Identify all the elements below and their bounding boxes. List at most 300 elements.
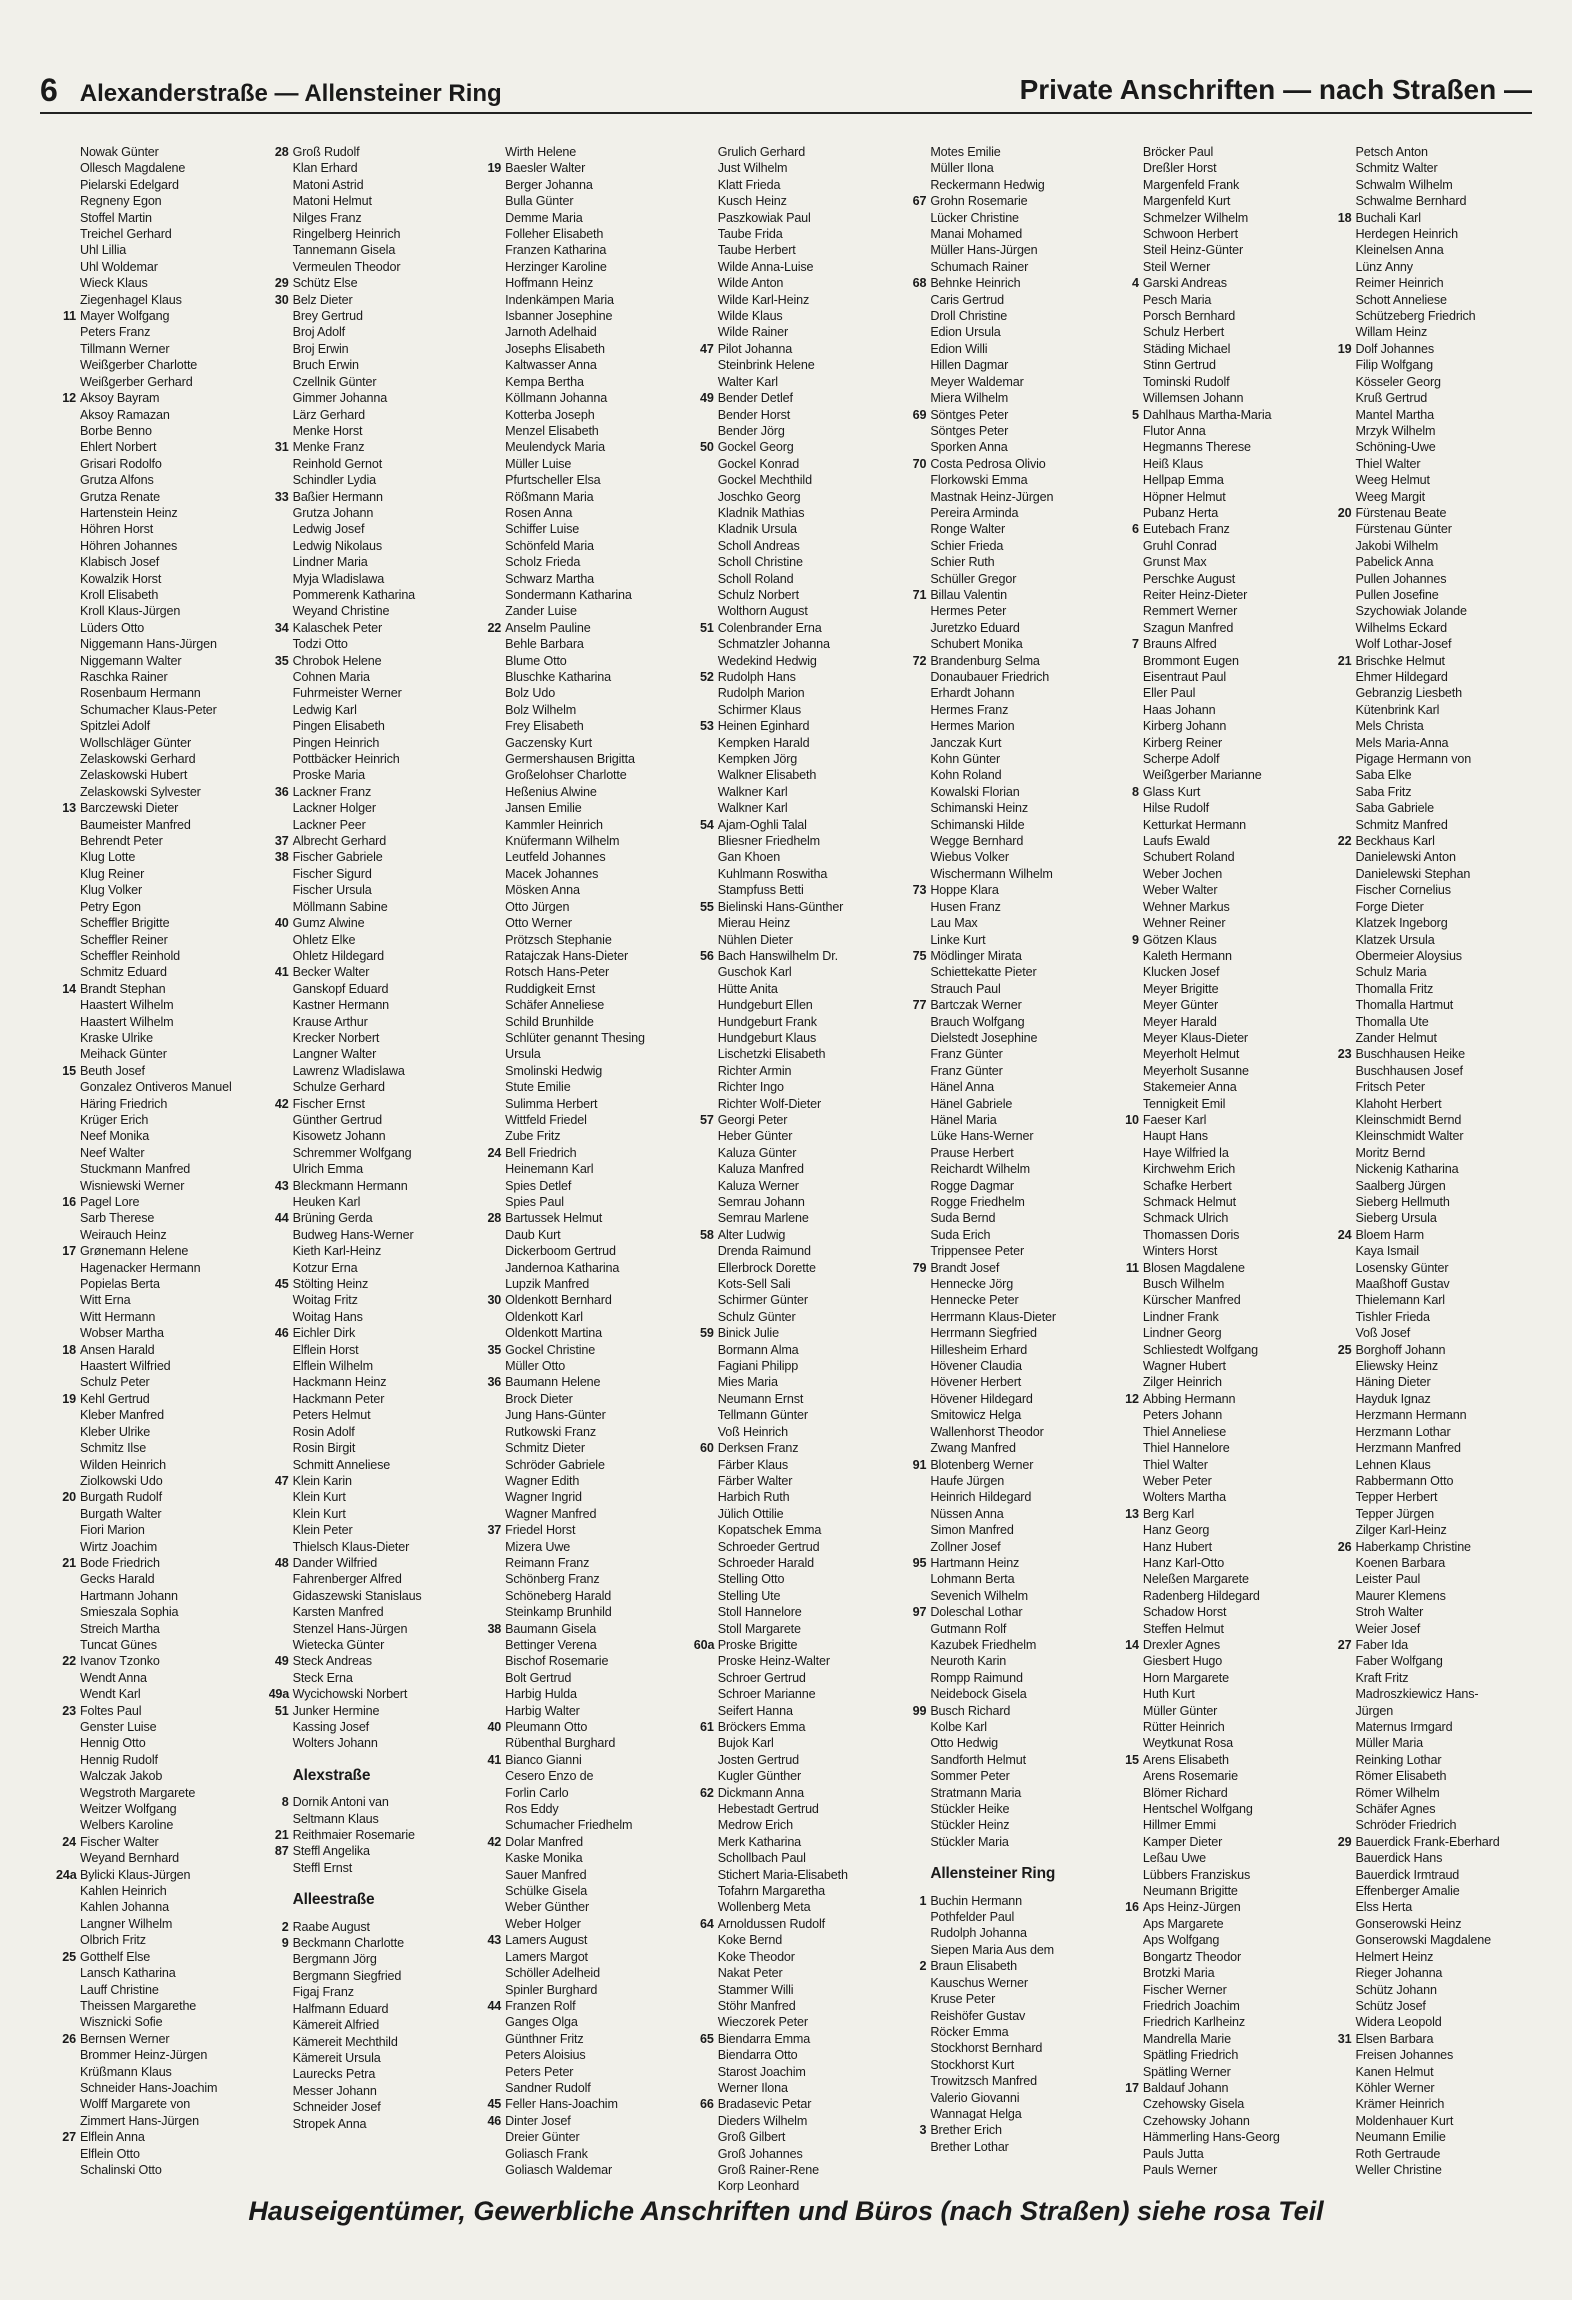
directory-entry [481, 1588, 686, 1604]
directory-entry [269, 882, 474, 898]
resident-name: Baßier Hermann [292, 489, 383, 504]
resident-name: Pilot Johanna [717, 341, 793, 356]
directory-entry [1331, 226, 1536, 242]
directory-entry [906, 2073, 1111, 2089]
resident-name: Gockel Konrad [717, 456, 800, 471]
directory-entry [694, 1768, 899, 1784]
directory-entry [694, 226, 899, 242]
resident-name: Hebestadt Gertrud [717, 1802, 819, 1817]
resident-name: Kohn Roland [930, 768, 1002, 783]
directory-entry [1119, 1817, 1324, 1833]
directory-entry [269, 571, 474, 587]
directory-entry [481, 407, 686, 423]
resident-name: Kraft Fritz [1355, 1670, 1409, 1685]
house-number: 72 [912, 653, 927, 668]
resident-name: Belz Dieter [292, 292, 353, 307]
house-number: 13 [62, 801, 76, 816]
resident-name: Maaßhoff Gustav [1355, 1277, 1450, 1292]
house-number: 53 [700, 719, 714, 734]
resident-name: Schmelzer Wilhelm [1142, 210, 1249, 225]
resident-name: Stinn Gertrud [1142, 358, 1216, 373]
directory-entry [694, 1604, 899, 1620]
resident-name: Binick Julie [717, 1326, 779, 1341]
street-range-title: Alexanderstraße — Allensteiner Ring [79, 79, 502, 107]
directory-entry [906, 193, 1111, 209]
resident-name: Proske Brigitte [717, 1637, 798, 1652]
directory-entry [481, 193, 686, 209]
directory-entry [1119, 1834, 1324, 1850]
resident-name: Weber Holger [505, 1916, 581, 1931]
directory-entry [481, 2031, 686, 2047]
resident-name: Steffl Ernst [292, 1860, 353, 1875]
directory-entry [694, 292, 899, 308]
directory-entry [694, 1965, 899, 1981]
resident-name: Schollbach Paul [717, 1851, 806, 1866]
directory-entry [269, 1719, 474, 1735]
directory-entry [906, 1440, 1111, 1456]
directory-entry [269, 1292, 474, 1308]
directory-entry [481, 538, 686, 554]
directory-entry [1119, 1621, 1324, 1637]
directory-entry [269, 784, 474, 800]
resident-name: Feller Hans-Joachim [505, 2097, 618, 2112]
resident-name: Dieders Wilhelm [717, 2113, 808, 2128]
resident-name: Leutfeld Johannes [505, 850, 606, 865]
resident-name: Franz Günter [930, 1047, 1003, 1062]
resident-name: Krecker Norbert [292, 1030, 380, 1045]
directory-entry [56, 981, 261, 997]
resident-name: Hermes Peter [930, 604, 1007, 619]
directory-entry [56, 2113, 261, 2129]
directory-entry [269, 603, 474, 619]
directory-entry [269, 2001, 474, 2017]
resident-name: Bergmann Siegfried [292, 1968, 402, 1983]
resident-name: Häring Friedrich [80, 1096, 168, 1111]
directory-entry [1331, 193, 1536, 209]
resident-name: Dielstedt Josephine [930, 1030, 1038, 1045]
directory-entry [906, 390, 1111, 406]
directory-entry [1119, 439, 1324, 455]
directory-entry [56, 1112, 261, 1128]
directory-entry [694, 1522, 899, 1538]
directory-entry [269, 554, 474, 570]
directory-entry [481, 1998, 686, 2014]
resident-name: Nowak Günter [80, 145, 159, 159]
resident-name: Lärz Gerhard [292, 407, 365, 422]
directory-entry [694, 1752, 899, 1768]
directory-entry [906, 817, 1111, 833]
directory-entry [694, 1637, 899, 1653]
resident-name: Rudolph Hans [717, 670, 796, 684]
resident-name: Hämmerling Hans-Georg [1142, 2130, 1280, 2145]
directory-entry [56, 1210, 261, 1226]
directory-entry [481, 1161, 686, 1177]
directory-entry [269, 981, 474, 997]
resident-name: Schroeder Gertrud [717, 1539, 820, 1554]
resident-name: Schroer Gertrud [717, 1670, 806, 1685]
resident-name: Weller Christine [1355, 2162, 1442, 2177]
directory-entry [906, 1178, 1111, 1194]
resident-name: Neidebock Gisela [930, 1687, 1027, 1702]
directory-entry [269, 505, 474, 521]
directory-entry [269, 1686, 474, 1702]
resident-name: Buchali Karl [1355, 210, 1421, 225]
directory-entry [1331, 1194, 1536, 1210]
directory-entry [694, 1686, 899, 1702]
directory-entry [906, 1653, 1111, 1669]
directory-entry [56, 1457, 261, 1473]
directory-entry [1119, 423, 1324, 439]
directory-entry [269, 1984, 474, 2000]
resident-name: Tannemann Gisela [292, 243, 396, 258]
directory-entry [1331, 669, 1536, 685]
directory-entry [1331, 833, 1536, 849]
directory-entry [56, 1735, 261, 1751]
resident-name: Kirberg Johann [1142, 719, 1227, 734]
directory-entry [1331, 1046, 1536, 1062]
resident-name: Hanz Karl-Otto [1142, 1555, 1225, 1570]
directory-entry [694, 1982, 899, 1998]
directory-entry [56, 2129, 261, 2145]
resident-name: Weier Josef [1355, 1621, 1421, 1636]
resident-name: Schroer Marianne [717, 1687, 816, 1702]
resident-name: Hackmann Heinz [292, 1375, 387, 1390]
directory-entry [1331, 1227, 1536, 1243]
house-number: 31 [274, 440, 289, 455]
resident-name: Goliasch Frank [505, 2146, 588, 2161]
directory-entry [481, 1555, 686, 1571]
directory-entry [1119, 2146, 1324, 2162]
resident-name: Richter Armin [717, 1063, 792, 1078]
directory-entry [269, 374, 474, 390]
resident-name: Herdegen Heinrich [1355, 227, 1458, 242]
directory-entry [1331, 423, 1536, 439]
directory-entry [481, 1752, 686, 1768]
directory-entry [906, 2057, 1111, 2073]
directory-entry [906, 1785, 1111, 1801]
directory-entry [906, 653, 1111, 669]
resident-name: Albrecht Gerhard [292, 834, 387, 849]
resident-name: Eller Paul [1142, 686, 1196, 701]
directory-entry [56, 997, 261, 1013]
resident-name: Hövener Herbert [930, 1375, 1022, 1390]
house-number: 87 [274, 1844, 289, 1859]
resident-name: Schmitz Eduard [80, 965, 167, 980]
resident-name: Scheffler Reiner [80, 932, 168, 947]
directory-entry [269, 1079, 474, 1095]
house-number: 17 [1125, 2080, 1139, 2095]
resident-name: Meyer Brigitte [1142, 981, 1219, 996]
house-number: 21 [274, 1828, 289, 1843]
resident-name: Gecks Harald [80, 1572, 155, 1587]
directory-entry [1119, 1735, 1324, 1751]
resident-name: Richter Ingo [717, 1080, 784, 1095]
directory-entry [1331, 2047, 1536, 2063]
resident-name: Koenen Barbara [1355, 1555, 1446, 1570]
directory-entry [481, 1604, 686, 1620]
directory-entry [694, 1670, 899, 1686]
resident-name: Losensky Günter [1355, 1260, 1449, 1275]
directory-entry [1119, 1867, 1324, 1883]
resident-name: Schüller Gregor [930, 571, 1017, 586]
resident-name: Jakobi Wilhelm [1355, 538, 1439, 553]
directory-entry [481, 1178, 686, 1194]
resident-name: Otto Jürgen [505, 899, 570, 914]
resident-name: Hillesheim Erhard [930, 1342, 1028, 1357]
directory-entry [481, 1358, 686, 1374]
directory-entry [481, 669, 686, 685]
directory-entry [694, 1899, 899, 1915]
directory-entry [906, 1457, 1111, 1473]
resident-name: Kirberg Reiner [1142, 735, 1222, 750]
directory-entry [1331, 603, 1536, 619]
resident-name: Schmitz Manfred [1355, 817, 1448, 832]
directory-entry [906, 2122, 1111, 2138]
directory-entry [694, 1374, 899, 1390]
resident-name: Burgath Rudolf [80, 1490, 162, 1505]
house-number: 28 [274, 145, 289, 159]
resident-name: Schmatzler Johanna [717, 637, 830, 652]
resident-name: Grunst Max [1142, 555, 1207, 570]
resident-name: Stelling Ute [717, 1588, 781, 1603]
directory-entry [906, 718, 1111, 734]
resident-name: Hermes Marion [930, 719, 1015, 734]
resident-name: Danielewski Stephan [1355, 866, 1471, 881]
directory-entry [1119, 1342, 1324, 1358]
directory-entry [1331, 144, 1536, 160]
directory-entry [56, 1555, 261, 1571]
directory-entry [269, 1128, 474, 1144]
resident-name: Brandt Josef [930, 1260, 1000, 1275]
directory-entry [906, 1161, 1111, 1177]
house-number: 36 [274, 784, 289, 799]
house-number: 24 [487, 1145, 502, 1160]
directory-entry [906, 899, 1111, 915]
resident-name: Kaya Ismail [1355, 1244, 1419, 1259]
resident-name: Simon Manfred [930, 1523, 1014, 1538]
directory-entry [1331, 1982, 1536, 1998]
resident-name: Wirtz Joachim [80, 1539, 158, 1554]
resident-name: Lübbers Franziskus [1142, 1867, 1251, 1882]
house-number: 15 [1125, 1752, 1139, 1767]
directory-entry [481, 981, 686, 997]
directory-entry [694, 964, 899, 980]
resident-name: Haastert Wilfried [80, 1359, 171, 1374]
resident-name: Smieszala Sophia [80, 1605, 179, 1620]
directory-entry [1119, 1096, 1324, 1112]
house-number: 91 [912, 1457, 927, 1472]
resident-name: Kanen Helmut [1355, 2064, 1434, 2079]
directory-entry [694, 2064, 899, 2080]
directory-entry [906, 292, 1111, 308]
resident-name: Mels Maria-Anna [1355, 735, 1449, 750]
resident-name: Beuth Josef [80, 1063, 145, 1078]
resident-name: Schmack Ulrich [1142, 1211, 1229, 1226]
resident-name: Schimanski Heinz [930, 801, 1028, 816]
house-number: 43 [274, 1178, 289, 1193]
resident-name: Lau Max [930, 916, 978, 931]
directory-entry [906, 1958, 1111, 1974]
directory-entry [1119, 2014, 1324, 2030]
house-number: 29 [274, 276, 289, 291]
directory-entry [694, 160, 899, 176]
resident-name: Hänel Gabriele [930, 1096, 1013, 1111]
resident-name: Derksen Franz [717, 1441, 799, 1456]
resident-name: Bongartz Theodor [1142, 1949, 1242, 1964]
resident-name: Rotsch Hans-Peter [505, 965, 609, 980]
resident-name: Otto Hedwig [930, 1736, 998, 1751]
resident-name: Brommont Eugen [1142, 653, 1239, 668]
directory-entry [1119, 849, 1324, 865]
resident-name: Bartussek Helmut [505, 1211, 603, 1226]
resident-name: Bloem Harm [1355, 1227, 1424, 1242]
house-number: 23 [62, 1703, 76, 1718]
directory-entry [906, 800, 1111, 816]
directory-entry [1331, 1145, 1536, 1161]
resident-name: Tillmann Werner [80, 341, 170, 356]
resident-name: Schafke Herbert [1142, 1178, 1232, 1193]
directory-entry [1119, 1374, 1324, 1390]
resident-name: Stockhorst Bernhard [930, 2041, 1043, 2056]
directory-entry [906, 538, 1111, 554]
resident-name: Josten Gertrud [717, 1752, 799, 1767]
house-number: 29 [1337, 1834, 1352, 1849]
resident-name: Kaluza Manfred [717, 1162, 804, 1177]
directory-entry [1331, 1325, 1536, 1341]
resident-name: Lehnen Klaus [1355, 1457, 1431, 1472]
directory-entry [906, 1909, 1111, 1925]
directory-entry [481, 1899, 686, 1915]
resident-name: Jandernoa Katharina [505, 1260, 620, 1275]
directory-entry [56, 1161, 261, 1177]
directory-entry [1119, 1653, 1324, 1669]
directory-entry [1331, 1112, 1536, 1128]
house-number: 14 [62, 981, 76, 996]
directory-entry [1331, 1342, 1536, 1358]
directory-entry [694, 2047, 899, 2063]
directory-entry [694, 800, 899, 816]
resident-name: Rosin Birgit [292, 1441, 356, 1456]
directory-entry [56, 226, 261, 242]
directory-entry [56, 554, 261, 570]
house-number: 18 [62, 1342, 76, 1357]
resident-name: Steffl Angelika [292, 1844, 370, 1859]
directory-entry [906, 981, 1111, 997]
resident-name: Alter Ludwig [717, 1227, 786, 1242]
resident-name: Florkowski Emma [930, 473, 1028, 488]
directory-entry [1119, 2129, 1324, 2145]
house-number: 50 [700, 440, 714, 455]
directory-entry [694, 1227, 899, 1243]
resident-name: Kauschus Werner [930, 1975, 1028, 1990]
directory-entry [1119, 2113, 1324, 2129]
resident-name: Klein Karin [292, 1473, 352, 1488]
resident-name: Stakemeier Anna [1142, 1080, 1237, 1095]
resident-name: Voß Heinrich [717, 1424, 789, 1439]
directory-entry [1331, 1867, 1536, 1883]
resident-name: Hoffmann Heinz [505, 276, 594, 291]
directory-entry [906, 1991, 1111, 2007]
directory-entry [481, 2064, 686, 2080]
resident-name: Grulich Gerhard [717, 145, 806, 159]
directory-entry [694, 1932, 899, 1948]
house-number: 12 [62, 391, 76, 406]
resident-name: Schwalme Bernhard [1355, 194, 1467, 209]
directory-entry [1331, 1916, 1536, 1932]
resident-name: Wendt Karl [80, 1687, 141, 1702]
directory-entry [481, 685, 686, 701]
directory-entry [481, 144, 686, 160]
resident-name: Dickmann Anna [717, 1785, 804, 1800]
resident-name: Kastner Hermann [292, 998, 390, 1013]
directory-entry [56, 1391, 261, 1407]
directory-entry [481, 636, 686, 652]
directory-entry [56, 2031, 261, 2047]
resident-name: Kaltwasser Anna [505, 358, 597, 373]
resident-name: Taube Herbert [717, 243, 796, 258]
directory-entry [269, 1951, 474, 1967]
directory-entry [906, 1424, 1111, 1440]
directory-entry [694, 341, 899, 357]
directory-entry [481, 1112, 686, 1128]
resident-name: Sieberg Hellmuth [1355, 1195, 1450, 1209]
directory-entry [906, 1112, 1111, 1128]
house-number: 70 [912, 456, 927, 471]
directory-entry [906, 685, 1111, 701]
resident-name: Leßau Uwe [1142, 1851, 1206, 1866]
resident-name: Fürstenau Günter [1355, 522, 1452, 537]
resident-name: Walczak Jakob [80, 1769, 163, 1784]
resident-name: Wolf Lothar-Josef [1355, 637, 1452, 652]
house-number: 47 [274, 1473, 289, 1488]
resident-name: Kaluza Günter [717, 1145, 797, 1160]
directory-entry [906, 2090, 1111, 2106]
resident-name: Klan Erhard [292, 161, 358, 176]
resident-name: Tuncat Günes [80, 1637, 157, 1652]
house-number: 47 [700, 341, 714, 356]
directory-entry [906, 702, 1111, 718]
resident-name: Schlüter genannt Thesing [505, 1030, 645, 1045]
resident-name: Meyerholt Helmut [1142, 1047, 1240, 1062]
house-number: 59 [700, 1326, 714, 1341]
resident-name: Zimmert Hans-Jürgen [80, 2113, 199, 2128]
resident-name: Schalinski Otto [80, 2162, 162, 2177]
resident-name: Porsch Bernhard [1142, 309, 1236, 324]
resident-name: Grutza Renate [80, 489, 160, 504]
directory-entry [481, 932, 686, 948]
directory-entry [269, 177, 474, 193]
resident-name: Weitzer Wolfgang [80, 1802, 177, 1817]
directory-entry [269, 292, 474, 308]
directory-entry [1119, 472, 1324, 488]
directory-entry [56, 1801, 261, 1817]
directory-entry [56, 932, 261, 948]
directory-entry [56, 833, 261, 849]
directory-entry [694, 899, 899, 915]
directory-entry [56, 767, 261, 783]
directory-entry [906, 1555, 1111, 1571]
resident-name: Ziolkowski Udo [80, 1473, 163, 1488]
house-number: 35 [487, 1342, 502, 1357]
directory-entry [1331, 177, 1536, 193]
directory-entry [694, 1342, 899, 1358]
directory-entry [481, 2047, 686, 2063]
directory-entry [481, 1850, 686, 1866]
directory-entry [269, 1473, 474, 1489]
resident-name: Kisowetz Johann [292, 1129, 386, 1144]
house-number: 26 [1337, 1539, 1352, 1554]
directory-entry [694, 981, 899, 997]
